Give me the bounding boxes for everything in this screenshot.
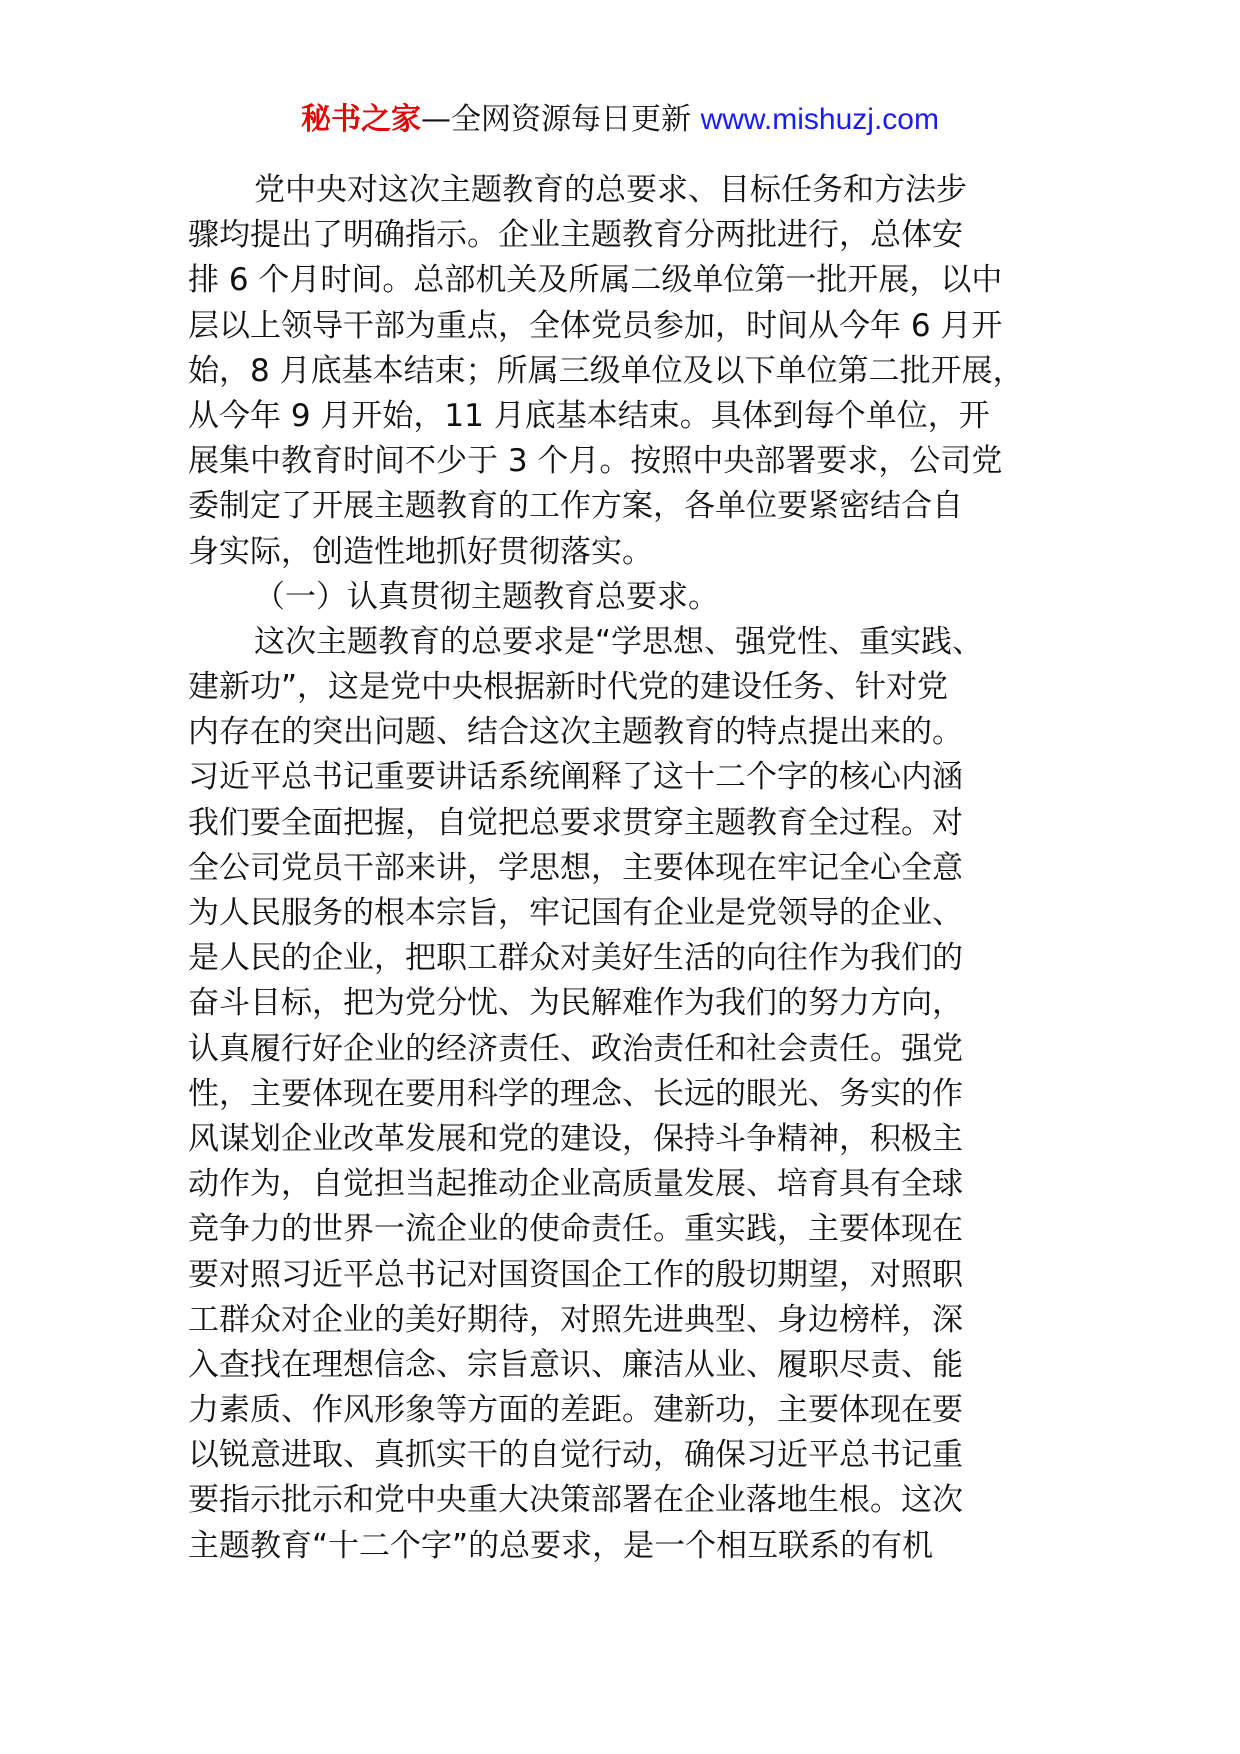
text-line: 全公司党员干部来讲，学思想，主要体现在牢记全心全意 [188,849,963,886]
text-line: 性，主要体现在要用科学的理念、长远的眼光、务实的作 [188,1075,963,1112]
text-line: 是人民的企业，把职工群众对美好生活的向往作为我们的 [188,940,963,977]
text-line: 动作为，自觉担当起推动企业高质量发展、培育具有全球 [188,1166,963,1203]
text-line: 工群众对企业的美好期待，对照先进典型、身边榜样，深 [188,1301,963,1338]
text-line: 建新功”，这是党中央根据新时代党的建设任务、针对党 [188,669,949,706]
text-line: （一）认真贯彻主题教育总要求。 [254,578,719,615]
text-line: 排 6 个月时间。总部机关及所属二级单位第一批开展，以中 [188,262,1003,299]
text-line: 习近平总书记重要讲话系统阐释了这十二个字的核心内涵 [188,759,963,796]
text-line: 委制定了开展主题教育的工作方案，各单位要紧密结合自 [188,488,963,525]
document-body [188,168,1068,1569]
header-tagline: —全网资源每日更新 [421,102,701,137]
text-line: 力素质、作风形象等方面的差距。建新功，主要体现在要 [188,1392,963,1429]
text-line: 要对照习近平总书记对国资国企工作的殷切期望，对照职 [188,1256,963,1293]
text-line: 层以上领导干部为重点，全体党员参加，时间从今年 6 月开 [188,307,1003,344]
text-line: 从今年 9 月开始，11 月底基本结束。具体到每个单位，开 [188,397,990,434]
text-line: 竞争力的世界一流企业的使命责任。重实践，主要体现在 [188,1211,963,1248]
header-brand: 秘书之家 [301,102,422,137]
text-line: 以锐意进取、真抓实干的自觉行动，确保习近平总书记重 [188,1437,963,1474]
text-line: 这次主题教育的总要求是“学思想、强党性、重实践、 [254,623,984,660]
text-line: 奋斗目标，把为党分忧、为民解难作为我们的努力方向， [188,985,963,1022]
text-line: 认真履行好企业的经济责任、政治责任和社会责任。强党 [188,1030,963,1067]
text-line: 始，8 月底基本结束；所属三级单位及以下单位第二批开展， [188,352,1024,389]
text-line: 内存在的突出问题、结合这次主题教育的特点提出来的。 [188,714,963,751]
header-site-url[interactable]: www.mishuzj.com [700,103,939,136]
text-line: 我们要全面把握，自觉把总要求贯穿主题教育全过程。对 [188,804,963,841]
text-line: 入查找在理想信念、宗旨意识、廉洁从业、履职尽责、能 [188,1346,963,1383]
text-line: 主题教育“十二个字”的总要求，是一个相互联系的有机 [188,1527,934,1564]
page-header [0,98,1240,142]
text-line: 为人民服务的根本宗旨，牢记国有企业是党领导的企业、 [188,895,963,931]
text-line: 展集中教育时间不少于 3 个月。按照中央部署要求，公司党 [188,443,1003,480]
text-line: 骤均提出了明确指示。企业主题教育分两批进行，总体安 [188,217,963,254]
text-line: 身实际，创造性地抓好贯彻落实。 [188,533,653,570]
text-line: 要指示批示和党中央重大决策部署在企业落地生根。这次 [188,1482,963,1519]
text-line: 风谋划企业改革发展和党的建设，保持斗争精神，积极主 [188,1120,963,1157]
text-line: 党中央对这次主题教育的总要求、目标任务和方法步 [254,172,967,208]
